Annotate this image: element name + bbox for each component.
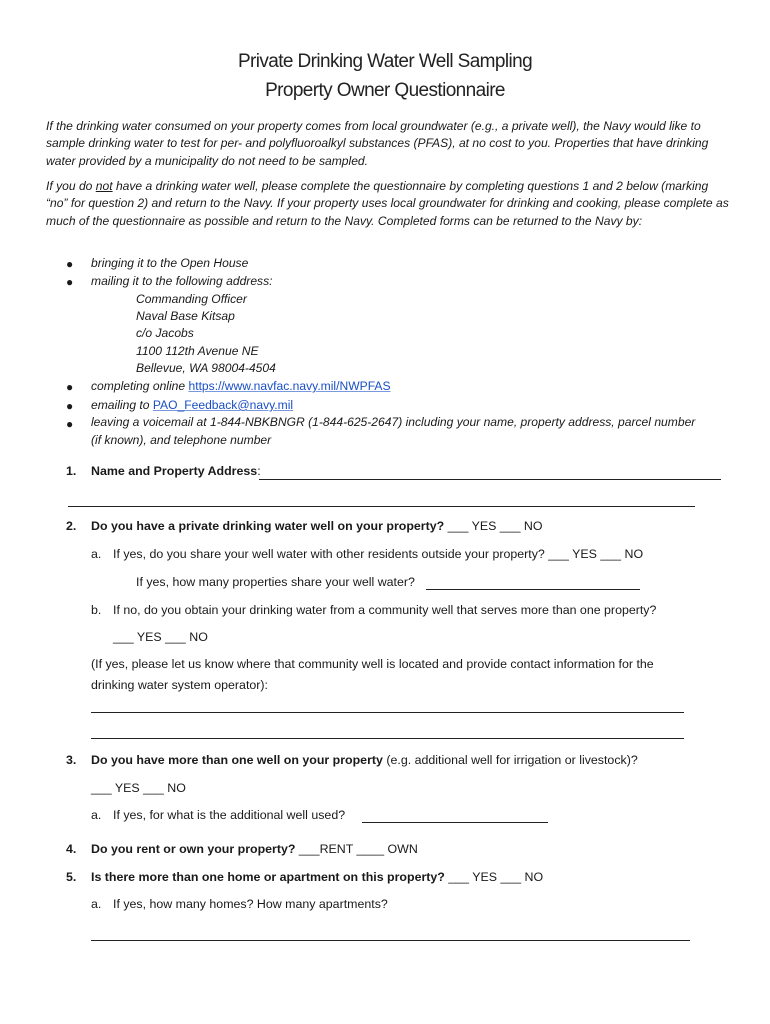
q1-address-field[interactable] <box>68 506 695 507</box>
online-url-link[interactable]: https://www.navfac.navy.mil/NWPFAS <box>188 379 391 393</box>
q2-yes-no[interactable]: ___ YES ___ NO <box>447 519 543 533</box>
bullet-icon: ● <box>66 417 74 431</box>
q5-yes-no[interactable]: ___ YES ___ NO <box>444 870 544 884</box>
intro-p2-before: If you do <box>46 179 96 193</box>
q2a-count-field[interactable] <box>426 589 640 590</box>
bullet-email <box>91 398 293 412</box>
q4-rent-own[interactable]: ___RENT ____ OWN <box>295 842 418 856</box>
address-line: Commanding Officer <box>136 292 247 306</box>
q2-question: Do you have a private drinking water well on your property? <box>91 519 445 533</box>
q2a-follow-up: If yes, how many properties share your well water? <box>136 575 415 589</box>
q2b-yes-no[interactable]: ___ YES ___ NO <box>113 630 208 644</box>
q3-number: 3. <box>66 753 77 767</box>
q2b-note-line-1: (If yes, please let us know where that community well is located and provide contact information for the <box>91 657 654 671</box>
bullet-icon: ● <box>66 275 74 289</box>
address-line: Naval Base Kitsap <box>136 309 235 323</box>
q5a-number: a. <box>91 897 102 911</box>
q5-text <box>91 870 543 884</box>
q5a-text: If yes, how many homes? How many apartments? <box>113 897 388 911</box>
q2b-number: b. <box>91 603 102 617</box>
q3-text <box>91 753 638 767</box>
q4-question: Do you rent or own your property? <box>91 842 296 856</box>
email-link[interactable]: PAO_Feedback@navy.mil <box>152 398 294 412</box>
q1-label-text: Name and Property Address <box>91 464 258 478</box>
q2-number: 2. <box>66 519 77 533</box>
bullet-open-house: bringing it to the Open House <box>91 256 249 270</box>
q2b-note-line-2: drinking water system operator): <box>91 678 268 692</box>
bullet-online <box>91 379 391 393</box>
online-label: completing online <box>91 379 189 393</box>
bullet-icon: ● <box>66 380 74 394</box>
q1-label <box>91 464 261 478</box>
q2b-text: If no, do you obtain your drinking water from a community well that serves more than one property? <box>113 603 657 617</box>
q2-text <box>91 519 543 533</box>
q5a-answer-field[interactable] <box>91 940 690 941</box>
q2b-location-field[interactable] <box>91 712 684 713</box>
intro-paragraph-2 <box>46 178 730 230</box>
q2a-text[interactable]: If yes, do you share your well water with other residents outside your property? ___ YES ___ NO <box>113 547 644 561</box>
q4-number: 4. <box>66 842 77 856</box>
q5-number: 5. <box>66 870 77 884</box>
bullet-mailing: mailing it to the following address: <box>91 274 273 288</box>
q3a-use-field[interactable] <box>362 822 548 823</box>
bullet-voicemail-line-2: (if known), and telephone number <box>91 433 272 447</box>
q3-extra: (e.g. additional well for irrigation or livestock)? <box>382 753 638 767</box>
bullet-icon: ● <box>66 257 74 271</box>
email-label: emailing to <box>91 398 153 412</box>
bullet-voicemail-line-1: leaving a voicemail at 1-844-NBKBNGR (1-844-625-2647) including your name, property address, parcel number <box>91 415 696 429</box>
q5-question: Is there more than one home or apartment on this property? <box>91 870 445 884</box>
address-line: c/o Jacobs <box>136 326 194 340</box>
address-line: Bellevue, WA 98004-4504 <box>136 361 276 375</box>
intro-p2-not: not <box>95 179 113 193</box>
q3-yes-no[interactable]: ___ YES ___ NO <box>91 781 186 795</box>
q2b-contact-field[interactable] <box>91 738 684 739</box>
q3a-text: If yes, for what is the additional well used? <box>113 808 346 822</box>
q1-number: 1. <box>66 464 77 478</box>
title-line-2: Property Owner Questionnaire <box>265 80 505 101</box>
bullet-icon: ● <box>66 399 74 413</box>
q3-question: Do you have more than one well on your property <box>91 753 383 767</box>
address-line: 1100 112th Avenue NE <box>136 344 259 358</box>
q1-name-field[interactable] <box>259 479 721 480</box>
intro-paragraph-1: If the drinking water consumed on your property comes from local groundwater (e.g., a private well), the Navy would like to sample drinking water to test for per- and polyfluoroalkyl substances (PFAS), at no cost to you. Properties that have drinking water provided by a municipality do not need to be sampled. <box>46 119 709 168</box>
q2a-number: a. <box>91 547 102 561</box>
intro-p2-after: have a drinking water well, please complete the questionnaire by completing questions 1 and 2 below (marking “no” for question 2) and return to the Navy. If your property uses local groundwater for drinking and cooking, please complete as much of the questionnaire as possible and return to the Navy. Completed forms can be returned to the Navy by: <box>46 179 729 228</box>
q3a-number: a. <box>91 808 102 822</box>
q4-text <box>91 842 418 856</box>
title-line-1: Private Drinking Water Well Sampling <box>237 51 533 72</box>
q1-colon: : <box>257 464 261 478</box>
